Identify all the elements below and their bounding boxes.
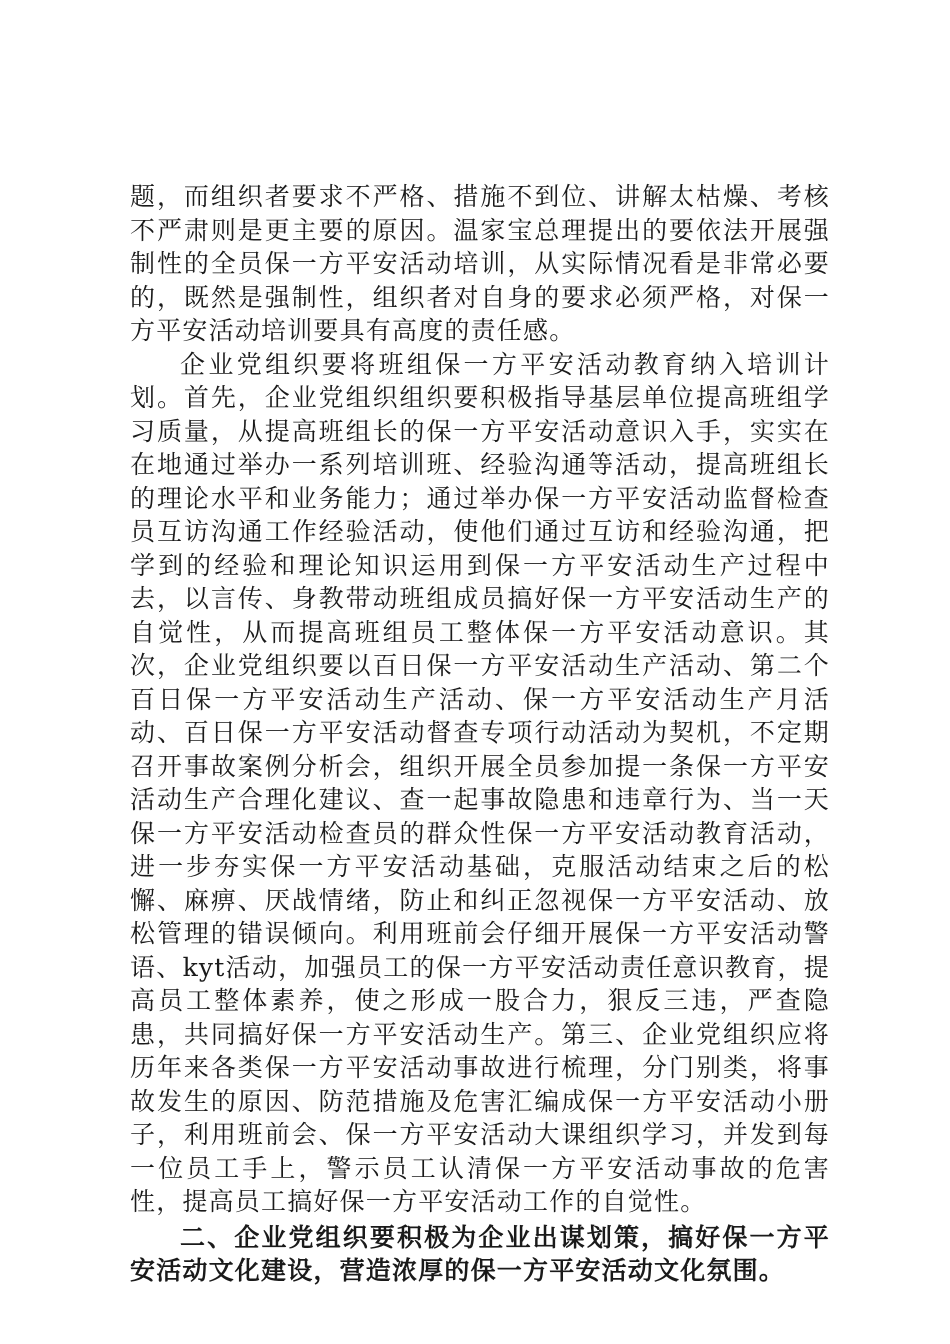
section-heading-two: 二、企业党组织要积极为企业出谋划策，搞好保一方平安活动文化建设，营造浓厚的保一方平安活动文化氛围。: [130, 1222, 830, 1285]
paragraph-continued: 题，而组织者要求不严格、措施不到位、讲解太枯燥、考核不严肃则是更主要的原因。温家宝总理提出的要依法开展强制性的全员保一方平安活动培训，从实际情况看是非常必要的，既然是强制性，组织者对自身的要求必须严格，对保一方平安活动培训要具有高度的责任感。: [130, 182, 830, 345]
document-body: [130, 180, 830, 1288]
paragraph-training-plan: 企业党组织要将班组保一方平安活动教育纳入培训计划。首先，企业党组织组织要积极指导基层单位提高班组学习质量，从提高班组长的保一方平安活动意识入手，实实在在地通过举办一系列培训班、经验沟通等活动，提高班组长的理论水平和业务能力；通过举办保一方平安活动监督检查员互访沟通工作经验活动，使他们通过互访和经验沟通，把学到的经验和理论知识运用到保一方平安活动生产过程中去，以言传、身教带动班组成员搞好保一方平安活动生产的自觉性，从而提高班组员工整体保一方平安活动意识。其次，企业党组织要以百日保一方平安活动生产活动、第二个百日保一方平安活动生产活动、保一方平安活动生产月活动、百日保一方平安活动督查专项行动活动为契机，不定期召开事故案例分析会，组织开展全员参加提一条保一方平安活动生产合理化建议、查一起事故隐患和违章行为、当一天保一方平安活动检查员的群众性保一方平安活动教育活动，进一步夯实保一方平安活动基础，克服活动结束之后的松懈、麻痹、厌战情绪，防止和纠正忽视保一方平安活动、放松管理的错误倾向。利用班前会仔细开展保一方平安活动警语、kyt活动，加强员工的保一方平安活动责任意识教育，提高员工整体素养，使之形成一股合力，狠反三违，严查隐患，共同搞好保一方平安活动生产。第三、企业党组织应将历年来各类保一方平安活动事故进行梳理，分门别类，将事故发生的原因、防范措施及危害汇编成保一方平安活动小册子，利用班前会、保一方平安活动大课组织学习，并发到每一位员工手上，警示员工认清保一方平安活动事故的危害性，提高员工搞好保一方平安活动工作的自觉性。: [130, 349, 830, 1216]
